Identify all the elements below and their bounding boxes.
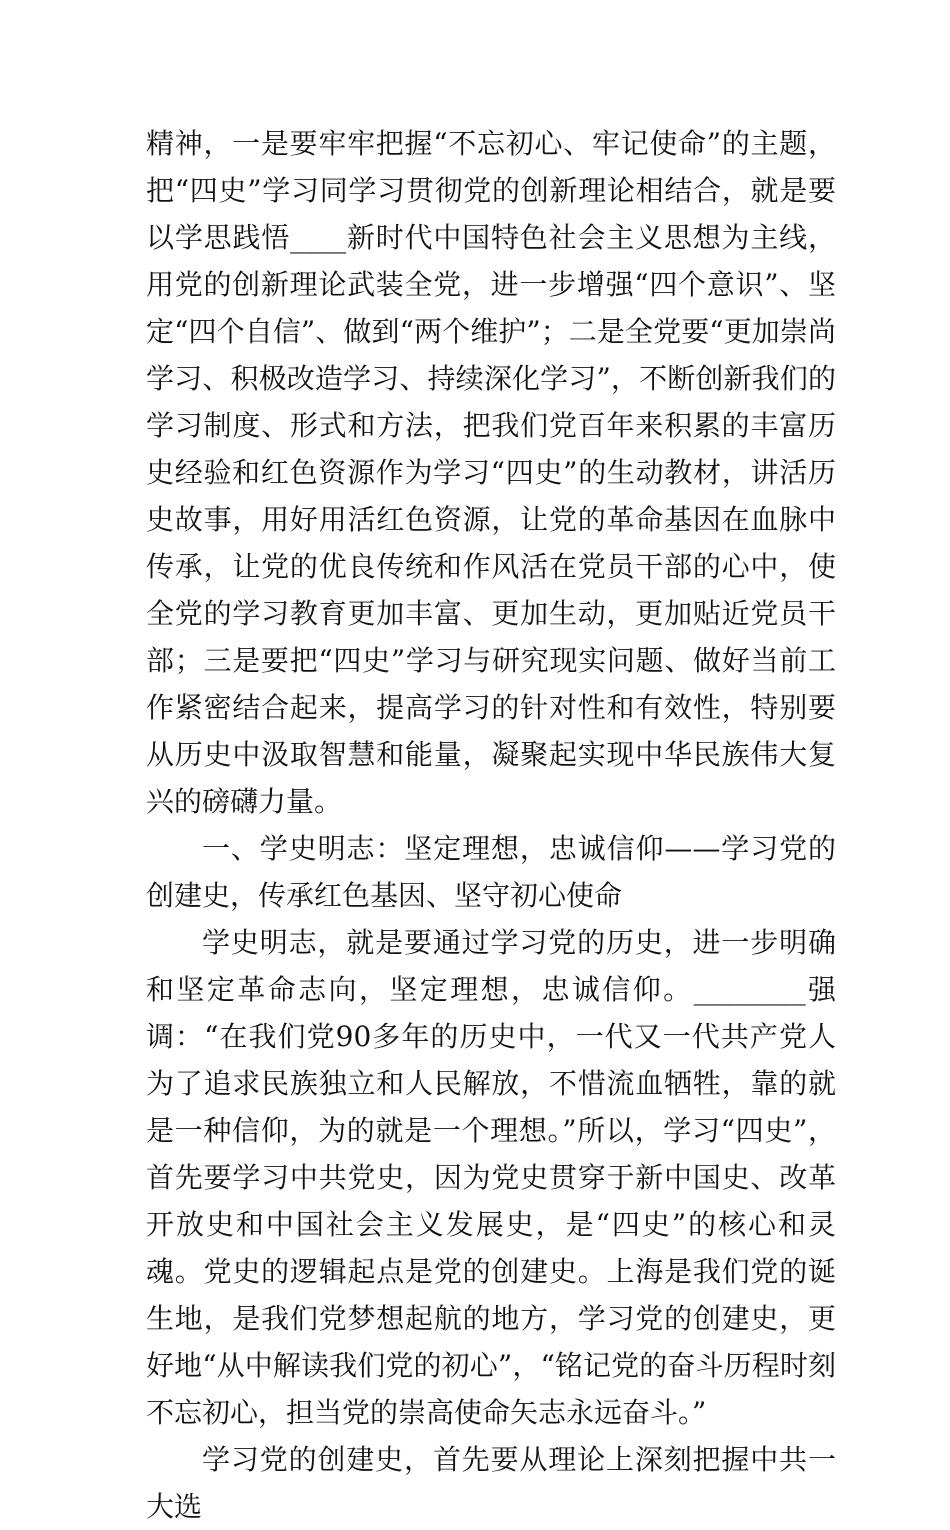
- document-body: [146, 120, 836, 1530]
- paragraph: 学习党的创建史，首先要从理论上深刻把握中共一大选: [146, 1443, 836, 1523]
- paragraph: 学史明志，就是要通过学习党的历史，进一步明确和坚定革命志向，坚定理想，忠诚信仰。________强调：“在我们党90多年的历史中，一代又一代共产党人为了追求民族独立和人民解放，不惜流血牺牲，靠的就是一种信仰，为的就是一个理想。”所以，学习“四史”，首先要学习中共党史，因为党史贯穿于新中国史、改革开放史和中国社会主义发展史，是“四史”的核心和灵魂。党史的逻辑起点是党的创建史。上海是我们党的诞生地，是我们党梦想起航的地方，学习党的创建史，更好地“从中解读我们党的初心”，“铭记党的奋斗历程时刻不忘初心，担当党的崇高使命矢志永远奋斗。”: [146, 926, 836, 1429]
- paragraph-continuation: 精神，一是要牢牢把握“不忘初心、牢记使命”的主题，把“四史”学习同学习贯彻党的创新理论相结合，就是要以学思践悟____新时代中国特色社会主义思想为主线，用党的创新理论武装全党，进一步增强“四个意识”、坚定“四个自信”、做到“两个维护”；二是全党要“更加崇尚学习、积极改造学习、持续深化学习”，不断创新我们的学习制度、形式和方法，把我们党百年来积累的丰富历史经验和红色资源作为学习“四史”的生动教材，讲活历史故事，用好用活红色资源，让党的革命基因在血脉中传承，让党的优良传统和作风活在党员干部的心中，使全党的学习教育更加丰富、更加生动，更加贴近党员干部；三是要把“四史”学习与研究现实问题、做好当前工作紧密结合起来，提高学习的针对性和有效性，特别要从历史中汲取智慧和能量，凝聚起实现中华民族伟大复兴的磅礴力量。: [146, 127, 836, 818]
- section-heading: 一、学史明志：坚定理想，忠诚信仰——学习党的创建史，传承红色基因、坚守初心使命: [146, 832, 836, 912]
